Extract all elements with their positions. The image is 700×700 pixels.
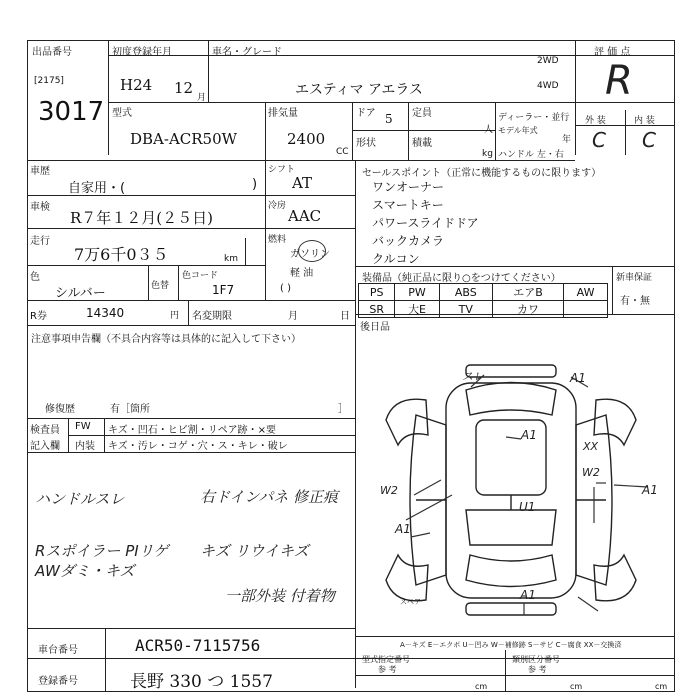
equip-airbag: エアB [492,284,563,301]
diagram-mark-a1-top: A1 [570,371,586,385]
diagram-mark-w2-left: W2 [380,484,398,497]
diagram-mark-sure: スレ [462,370,484,383]
inspector-label: 検査員 [30,425,60,436]
score-label: 評 価 点 [594,47,631,58]
cm-1: cm [475,682,488,691]
diagram-mark-a1-rear: A1 [520,588,536,602]
lot-no: 3017 [38,97,105,127]
model: DBA-ACR50W [130,130,238,148]
first-reg-label: 初度登録年月 [112,47,172,58]
sales-points [372,178,479,268]
month-unit: 月 [197,93,207,103]
handwritten-note-1b: 右ドインパネ 修正痕 [200,488,338,506]
equip-sr: SR [359,301,395,318]
history-close: ) [252,177,258,192]
notes-title: 注意事項申告欄（不具合内容等は具体的に記入して下さい） [31,334,301,345]
sales-point: バックカメラ [372,234,445,248]
cm-2: cm [570,682,583,691]
damage-legend: A－キズ E－エクボ U－凹み W－補修跡 S－サビ C－腐食 XX－交換済 [400,641,622,649]
repair-close: ］ [338,404,348,415]
class-ref: 参 考 [528,665,547,674]
fuel-label: 燃料 [268,235,287,245]
inspection-label: 車検 [30,202,50,213]
fuel-gasoline: ガソリン [290,249,330,260]
model-year-label: モデル年式 [498,126,538,135]
reg-label: 登録番号 [38,676,78,687]
equip-ps: PS [359,284,395,301]
color: シルバー [55,286,106,301]
form-ref: 参 考 [378,665,397,674]
ac-label: 冷房 [268,201,287,211]
warranty: 有・無 [620,296,650,307]
handwritten-note-2b: キズ リウイキズ [200,542,309,560]
back-seat-label: 後日品 [360,322,390,333]
repair-label: 修復歴 [45,404,75,415]
history: 自家用・( [68,181,126,196]
equip-large-e: 大E [395,301,439,318]
doors: 5 [385,112,393,126]
car-name-label: 車名・グレード [212,47,282,58]
diagram-mark-spare: スペア [400,598,421,606]
car-name: エスティマ アエラス [295,82,423,98]
equipment-title: 装備品（純正品に限り○をつけてください） [362,273,561,284]
drive-4wd: 4WD [537,81,559,91]
handwritten-note-3: AWダミ・キズ [35,562,135,580]
mileage-label: 走行 [30,236,50,247]
car-damage-diagram [356,335,674,635]
form-label: 型式指定番号 [362,655,410,664]
ac: AAC [288,207,322,225]
shift: AT [292,174,313,192]
load-label: 積載 [412,138,432,149]
capacity-label: 定員 [412,108,432,119]
handwritten-note-4: 一部外装 付着物 [225,587,335,605]
handwritten-note-2: Rスポイラー PIリゲ [35,542,169,560]
repair-value: 有［箇所 [110,404,150,415]
equip-pw: PW [395,284,439,301]
lot-sub: [2175] [34,76,64,86]
int-label: 内 装 [634,116,655,126]
cm-3: cm [655,682,668,691]
equip-tv: TV [439,301,492,318]
diagram-mark-a1-left: A1 [395,522,411,536]
handle-label: ハンドル 左・右 [498,150,564,160]
inspection: R７年１２月(２５日) [70,209,213,227]
fuel-circle-mark [298,240,326,262]
yen-unit: 円 [170,311,180,321]
interior-items: キズ・汚レ・コゲ・穴・ス・キレ・破レ [108,441,288,452]
ext-label: 外 装 [585,116,606,126]
class-label: 類別区分番号 [512,655,560,664]
displacement: 2400 [287,130,326,148]
dealer-label: ディーラー・並行 [498,113,570,123]
equip-aw: AW [564,284,608,301]
color-code-label: 色コード [182,271,219,281]
chassis: ACR50-7115756 [135,636,261,655]
cc-unit: CC [336,147,349,157]
shift-label: シフト [268,165,296,175]
diagram-mark-a1-hood: A1 [521,428,537,442]
entry-label: 記入欄 [30,441,60,452]
color-code: 1F7 [212,283,235,297]
diagram-mark-xx: XX [583,440,599,453]
name-change-label: 名変期限 [192,311,232,322]
fuel-other: ( ) [280,283,291,294]
doors-label: ドア [356,108,376,119]
fw-label: FW [75,421,91,432]
month-label: 月 [288,311,298,322]
displacement-label: 排気量 [268,108,298,119]
int-grade: C [642,128,656,152]
person-unit: 人 [484,125,494,135]
sales-point: スマートキー [372,198,444,212]
chassis-label: 車台番号 [38,645,78,656]
diagram-mark-w2-right: W2 [582,466,600,479]
diagram-mark-u1: U1 [519,500,536,514]
color-swap-label: 色替 [151,281,170,291]
model-label: 型式 [112,108,132,119]
diagram-mark-a1-right: A1 [642,483,658,497]
color-label: 色 [30,272,40,283]
sales-point: ワンオーナー [372,180,445,194]
reg: 長野 330 つ 1557 [130,672,273,692]
sales-point: パワースライドドア [372,216,479,230]
equipment-grid [358,283,608,318]
recycle-label: R券 [30,311,47,322]
score: R [605,58,633,104]
day-label: 日 [340,311,350,322]
ext-grade: C [592,128,606,152]
equip-abs: ABS [439,284,492,301]
warranty-label: 新車保証 [616,273,653,283]
handwritten-note-1: ハンドルスレ [35,490,125,508]
fuel-diesel: 軽 油 [290,268,314,279]
fw-items: キズ・凹石・ヒビ割・リペア跡・×要 [108,425,276,436]
sales-title: セールスポイント（正常に機能するものに限ります） [362,168,602,179]
sales-point: クルコン [372,252,420,266]
history-label: 車歴 [30,166,50,177]
year-unit: 年 [562,135,572,145]
km-unit: km [224,254,238,264]
interior-label: 内装 [75,441,95,452]
first-reg-era: H24 [120,76,153,94]
mileage: 7万6千0３５ [74,245,169,264]
drive-2wd: 2WD [537,56,559,66]
lot-no-label: 出品番号 [32,47,72,58]
equip-leather: カワ [492,301,563,318]
kg-unit: kg [482,149,493,159]
recycle: 14340 [86,306,125,320]
first-reg-month: 12 [174,79,194,97]
shape-label: 形状 [356,138,376,149]
